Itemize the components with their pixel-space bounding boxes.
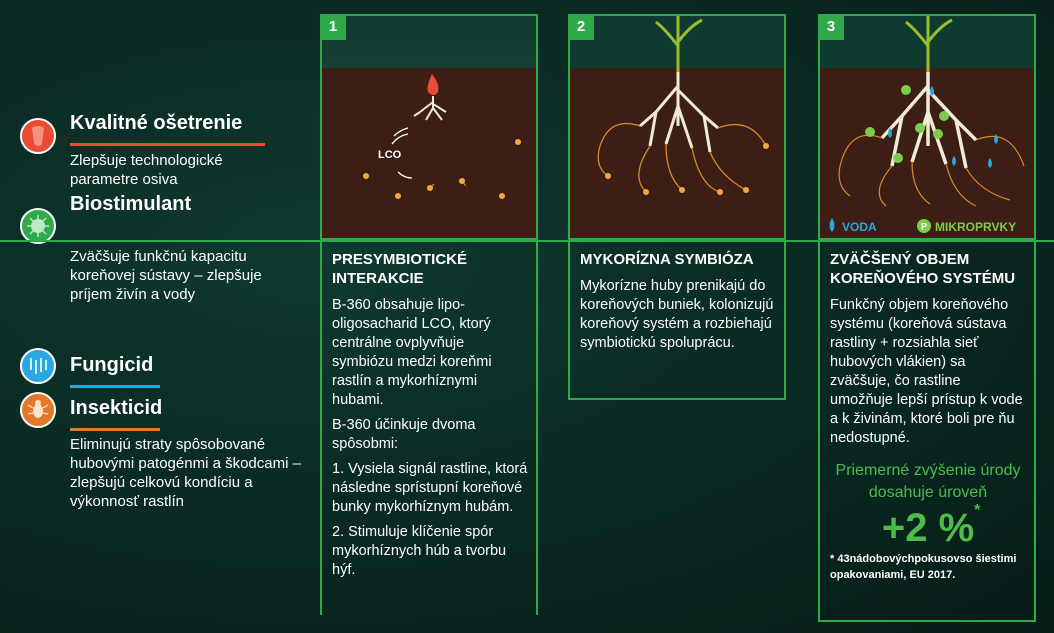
yield-value: [830, 502, 1026, 551]
legend-text-biostimulant: Zväčšuje funkčnú kapacitu koreňovej sústavy – zlepšuje príjem živín a vody: [70, 248, 262, 303]
panel-3-image: [818, 14, 1036, 240]
bug-icon: [20, 392, 56, 428]
panel-2-number: 2: [568, 14, 594, 40]
legend-title-biostimulant: Biostimulant: [70, 193, 192, 215]
legend-line-fungicid: [70, 385, 160, 388]
legend-title-insekticid: Insekticid: [70, 397, 163, 419]
panel-3-body-1: Funkčný objem koreňového systému (koreňová sústava rastliny + rozsiahla sieť hubových vlákien) sa zväčšuje, čo rastline umožňuje lepší prístup k vode a k živinám, ktoré boli pre ňu nedostupné.: [830, 297, 1023, 446]
yield-number: +2 %: [881, 506, 975, 550]
legend-text-treatment: Zlepšuje technologické parametre osiva: [70, 152, 223, 188]
footnote: * 43nádobovýchpokusovso šiestimi opakovaniami, EU 2017.: [830, 553, 1017, 581]
panel-1-image: [320, 14, 538, 240]
legend-micro: MIKROPRVKY: [935, 220, 1017, 234]
panel-1-body-3: 1. Vysiela signál rastline, ktorá následne sprístupní koreňové bunky mykorhíznym hubám.: [332, 461, 528, 515]
legend-line-treatment: [70, 143, 265, 146]
panel-1-title: PRESYMBIOTICKÉ INTERAKCIE: [332, 251, 468, 287]
panel-1-number: 1: [320, 14, 346, 40]
legend-title-fungicid: Fungicid: [70, 354, 154, 376]
panel-2-title: MYKORÍZNA SYMBIÓZA: [580, 251, 754, 268]
legend-line-insekticid: [70, 428, 160, 431]
microbe-icon: [20, 208, 56, 244]
yield-asterisk: *: [974, 502, 981, 519]
panel-1-body-1: B-360 obsahuje lipo-oligosacharid LCO, ktorý centrálne ovplyvňuje symbiózu medzi koreňmi rastlín a mykorhíznymi hubami.: [332, 297, 492, 408]
panel-3-text: [818, 240, 1036, 622]
panel-1-body-4: 2. Stimuluje klíčenie spór mykorhíznych húb a tvorbu hýf.: [332, 524, 507, 578]
seed-icon: [20, 118, 56, 154]
panel-3-number: 3: [818, 14, 844, 40]
panel-1-text: [320, 240, 538, 615]
yield-note: Priemerné zvýšenie úrody dosahuje úroveň: [835, 462, 1021, 501]
micro-letter: P: [920, 221, 928, 232]
panel-3-title: ZVÄČŠENÝ OBJEM KOREŇOVÉHO SYSTÉMU: [830, 251, 1016, 287]
panel-1-body-2: B-360 účinkuje dvoma spôsobmi:: [332, 417, 476, 452]
legend-water: VODA: [842, 220, 877, 234]
legend-text-insekticid: Eliminujú straty spôsobované hubovými patogénmi a škodcami – zlepšujú celkovú kondíciu a výkonnosť rastlín: [70, 436, 301, 510]
rain-icon: [20, 348, 56, 384]
panel-2-image: [568, 14, 786, 240]
legend-title-treatment: Kvalitné ošetrenie: [70, 112, 243, 134]
lco-label: LCO: [378, 149, 402, 161]
panel-2-text: [568, 240, 786, 400]
panel-2-body-1: Mykorízne huby prenikajú do koreňových buniek, kolonizujú koreňový systém a rozbiehajú symbiotickú spoluprácu.: [580, 278, 774, 351]
